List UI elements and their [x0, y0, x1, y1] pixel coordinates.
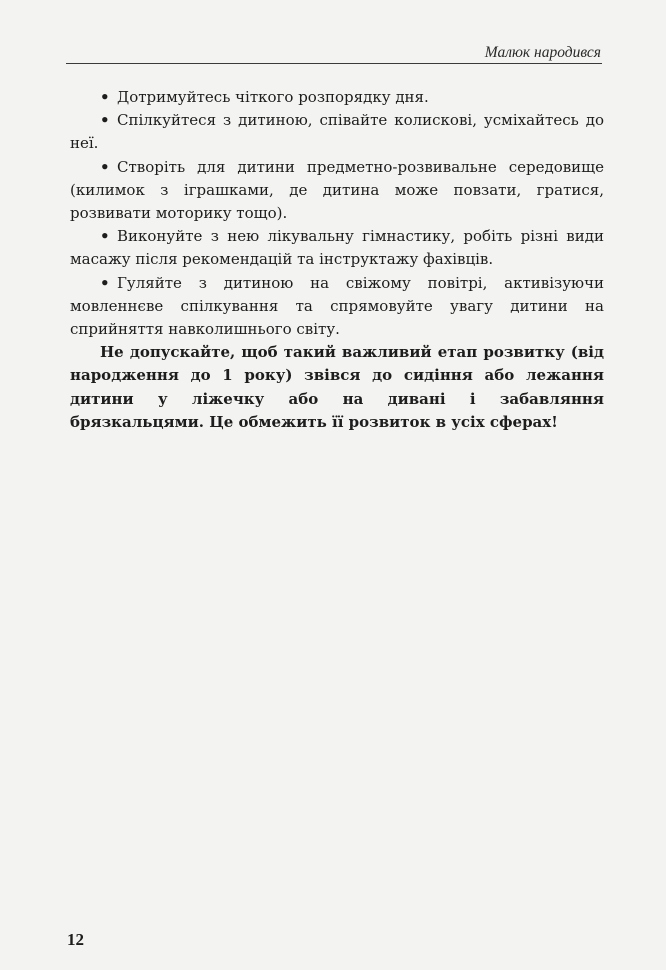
bullet-marker: • — [100, 273, 110, 292]
bullet-marker: • — [100, 88, 110, 106]
bullet-text: Дотримуйтесь чіткого розпорядку дня. — [117, 88, 429, 106]
bullet-marker: • — [100, 227, 110, 246]
bullet-item — [70, 272, 604, 342]
running-title: Малюк народився — [484, 44, 601, 61]
bullet-item — [70, 225, 604, 271]
page-body — [70, 86, 604, 434]
page-number: 12 — [67, 930, 84, 949]
bullet-text: Спілкуйтеся з дитиною, співайте колискові, усміхайтесь до неї. — [70, 111, 604, 153]
bullet-marker: • — [100, 111, 110, 130]
bullet-text: Виконуйте з нею лікувальну гімнастику, робіть різні види масажу після рекомендацій та інструктажу фахівців. — [70, 227, 604, 269]
header-rule — [66, 63, 602, 64]
bullet-text: Створіть для дитини предметно-розвивальне середовище (килимок з іграшками, де дитина може повзати, гратися, розвивати моторику тощо). — [70, 157, 604, 223]
bullet-marker: • — [100, 157, 110, 176]
closing-paragraph: Не допускайте, щоб такий важливий етап розвитку (від народження до 1 року) звівся до сидіння або лежання дитини у ліжечку або на дивані і забавляння брязкальцями. Це обмежить її розвиток в усіх сферах! — [70, 343, 604, 431]
bullet-item — [70, 109, 604, 155]
bullet-item — [70, 156, 604, 226]
bullet-text: Гуляйте з дитиною на свіжому повітрі, активізуючи мовленнєве спілкування та спрямовуйте увагу дитини на сприйняття навколишнього світу. — [70, 273, 604, 339]
bullet-item — [70, 86, 604, 109]
